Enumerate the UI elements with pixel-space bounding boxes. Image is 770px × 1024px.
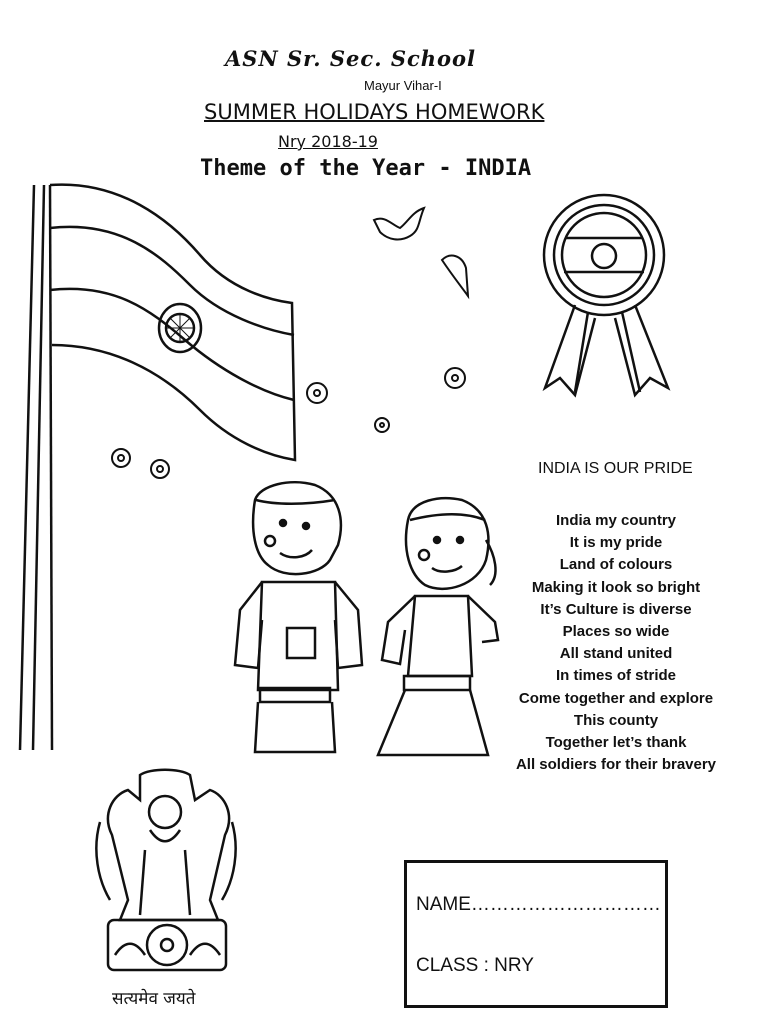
poem-text	[505, 510, 727, 776]
waving-flag-illustration	[50, 185, 295, 460]
school-name: ASN Sr. Sec. School	[225, 46, 477, 71]
bird-icon	[374, 208, 468, 296]
poem-line: This county	[573, 711, 659, 729]
school-location: Mayur Vihar-I	[364, 78, 442, 93]
poem-line: It’s Culture is diverse	[540, 600, 692, 618]
emblem-motto: सत्यमेव जयते	[112, 989, 196, 1009]
theme-heading: Theme of the Year - INDIA	[200, 156, 532, 181]
page-title: SUMMER HOLIDAYS HOMEWORK	[204, 100, 545, 124]
poem-line: All soldiers for their bravery	[515, 756, 717, 774]
rosette-badge-illustration	[544, 195, 668, 395]
name-class-box	[404, 860, 668, 1008]
poem-line: It is my pride	[569, 534, 663, 552]
class-field: CLASS : NRY	[416, 955, 534, 976]
poem-line: Together let’s thank	[545, 734, 687, 752]
poem-line: Places so wide	[562, 623, 670, 641]
poem-title: INDIA IS OUR PRIDE	[538, 460, 693, 477]
session-label: Nry 2018-19	[278, 132, 378, 151]
boy-illustration	[235, 482, 362, 752]
poem-line: Land of colours	[559, 556, 673, 574]
national-emblem-illustration	[96, 770, 235, 970]
girl-illustration	[378, 498, 498, 755]
poem-line: Making it look so bright	[531, 578, 701, 596]
poem-line: All stand united	[559, 645, 673, 663]
chakra-icon	[166, 314, 194, 342]
flag-pole-illustration	[20, 185, 52, 750]
poem-line: Come together and explore	[518, 689, 714, 707]
poem-line: India my country	[555, 512, 677, 529]
poem-line: In times of stride	[555, 667, 677, 685]
flower-icon	[112, 368, 465, 478]
name-field: NAME…………………………	[416, 894, 661, 915]
